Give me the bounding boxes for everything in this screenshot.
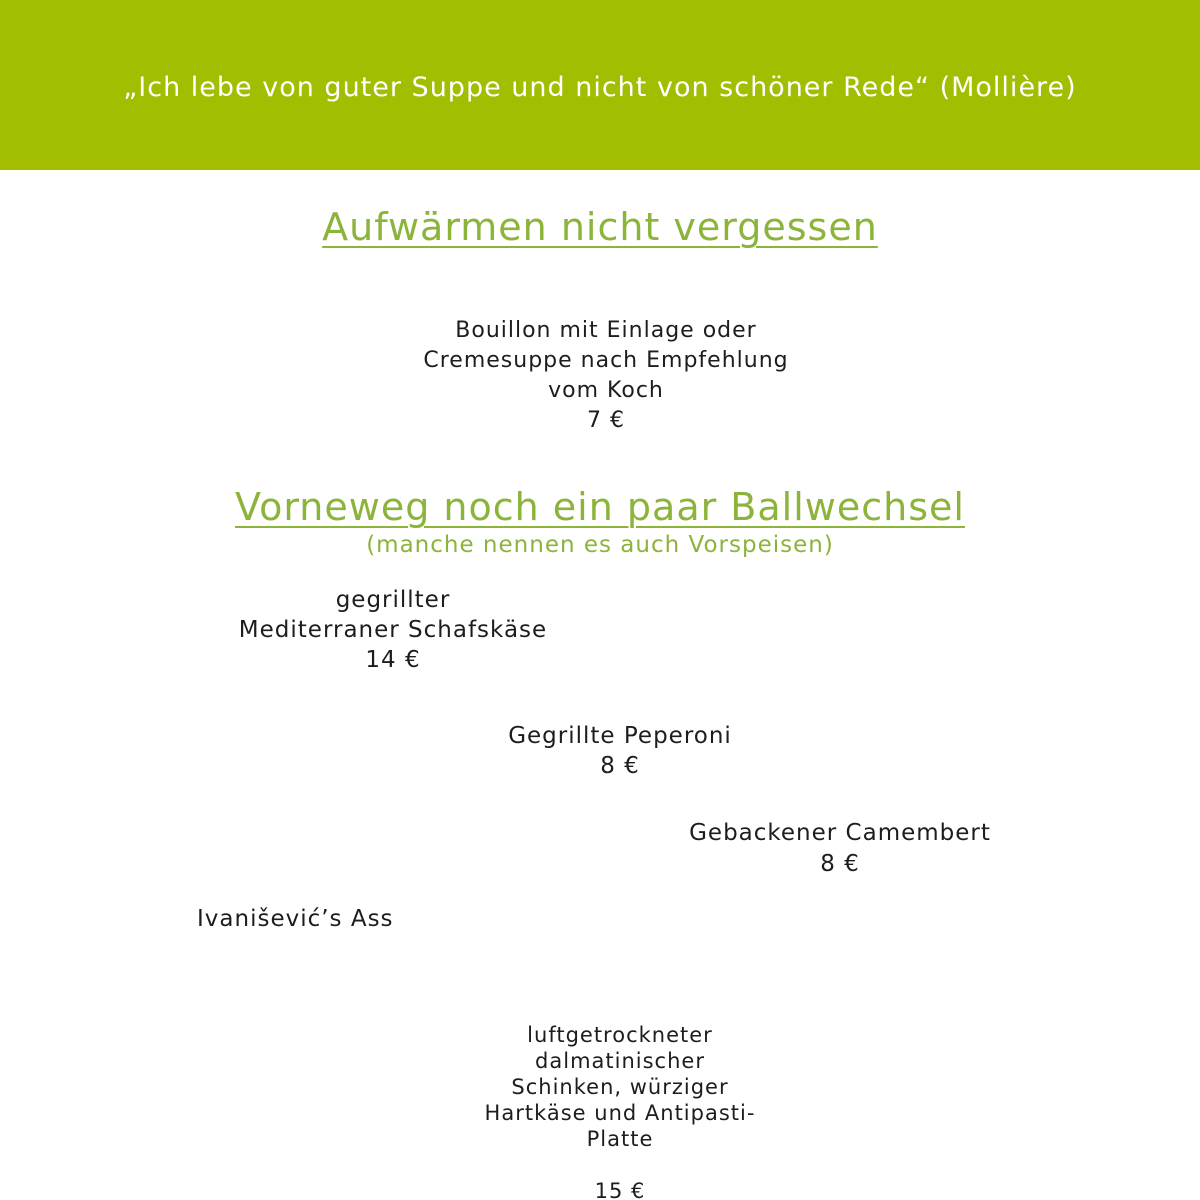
- menu-item-line: Gebackener Camembert: [689, 820, 991, 846]
- menu-item-line: Hartkäse und Antipasti-: [484, 1101, 756, 1125]
- menu-item-sheep-cheese: [200, 585, 586, 675]
- menu-item-line: gegrillter: [335, 587, 451, 613]
- banner-quote: „Ich lebe von guter Suppe und nicht von schöner Rede“ (Mollière): [123, 72, 1077, 103]
- header-banner: [0, 0, 1200, 170]
- menu-item-price: 8 €: [600, 753, 640, 779]
- menu-item-line: Cremesuppe nach Empfehlung: [423, 348, 789, 373]
- section-heading-starters-text: Vorneweg noch ein paar Ballwechsel: [235, 485, 965, 529]
- section-heading-soup-text: Aufwärmen nicht vergessen: [322, 205, 878, 249]
- menu-item-price: 14 €: [365, 647, 421, 673]
- menu-item-line: Ivanišević’s Ass: [197, 906, 394, 932]
- menu-item-camembert: [660, 818, 1020, 880]
- section-heading-soup: [0, 205, 1200, 249]
- section-subheading-starters: (manche nennen es auch Vorspeisen): [366, 532, 834, 558]
- menu-item-line: Gegrillte Peperoni: [508, 723, 732, 749]
- menu-item-line: vom Koch: [548, 378, 664, 403]
- menu-item-soup: [350, 316, 862, 436]
- menu-item-line: luftgetrockneter: [527, 1023, 713, 1047]
- menu-item-line: Mediterraner Schafskäse: [238, 617, 548, 643]
- menu-item-peperoni: [440, 721, 800, 781]
- menu-item-line: Bouillon mit Einlage oder: [455, 318, 757, 343]
- menu-item-price: 7 €: [587, 408, 625, 433]
- menu-item-line: dalmatinischer: [535, 1049, 705, 1073]
- menu-item-line: Schinken, würziger: [511, 1075, 729, 1099]
- section-heading-starters: [0, 485, 1200, 529]
- menu-item-line: Platte: [586, 1127, 654, 1151]
- menu-item-price: 15 €: [594, 1179, 646, 1200]
- menu-item-ivanisevic-ass: [197, 904, 457, 934]
- menu-item-price: 8 €: [820, 851, 860, 877]
- menu-item-antipasti-platter: [440, 1022, 800, 1200]
